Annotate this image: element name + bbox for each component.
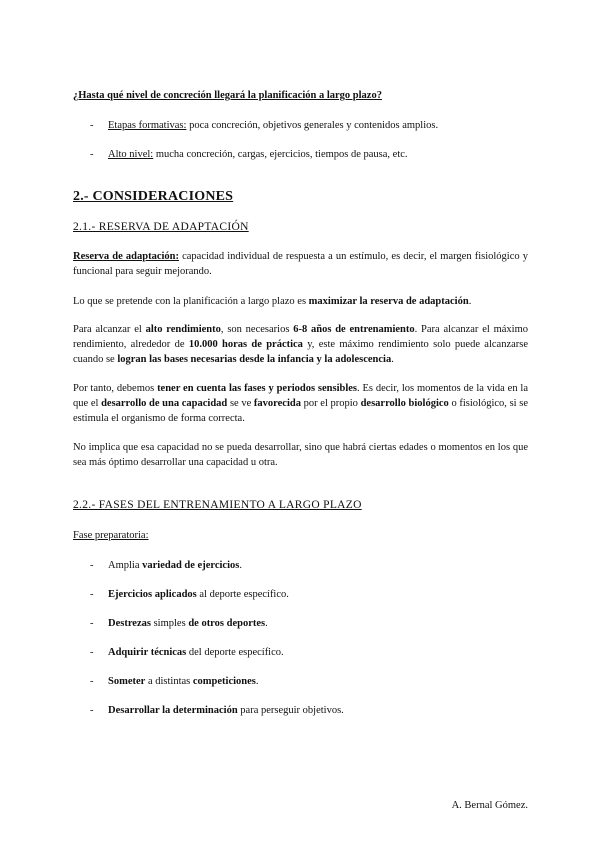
bold-run: Adquirir técnicas xyxy=(108,647,187,658)
bold-run: Ejercicios aplicados xyxy=(108,589,197,600)
list-dash: - xyxy=(90,647,94,658)
text-run: . xyxy=(468,296,472,307)
paragraph: No implica que esa capacidad no se pueda desarrollar, sino que habrá ciertas edades o momentos en los que sea más óptimo desarrollar una capacidad u otra. xyxy=(73,442,528,468)
text-run: al deporte específico. xyxy=(196,589,289,600)
list-dash: - xyxy=(90,589,94,600)
text-run: Por tanto, debemos xyxy=(73,383,158,394)
subsection-title: 2.2.- FASES DEL ENTRENAMIENTO A LARGO PLAZO xyxy=(73,499,362,511)
text-run: y, este máximo rendimiento solo puede alcanzarse cuando se xyxy=(73,339,529,365)
list-dash: - xyxy=(90,705,94,716)
list-dash: - xyxy=(90,618,94,629)
paragraph xyxy=(73,294,528,309)
text-run: Lo que se pretende con la planificación a largo plazo es xyxy=(73,296,309,307)
bold-run: 10.000 horas de práctica xyxy=(188,339,303,350)
paragraph xyxy=(73,322,528,367)
text-run: se ve xyxy=(227,398,254,409)
bold-run: Someter xyxy=(108,676,146,687)
bold-run: variedad de ejercicios xyxy=(142,560,240,571)
text-run: o fisiológico, si se estimula el organismo de forma correcta. xyxy=(73,398,528,424)
page-footer-author: A. Bernal Gómez. xyxy=(451,800,528,811)
list-item-label: Alto nivel: xyxy=(108,149,154,160)
bold-run: de otros deportes xyxy=(188,618,266,629)
text-run: Amplia xyxy=(108,560,143,571)
text-run: simples xyxy=(150,618,189,629)
list-item-text: mucha concreción, cargas, ejercicios, tiempos de pausa, etc. xyxy=(153,149,408,160)
paragraph xyxy=(73,249,528,279)
text-run: para perseguir objetivos. xyxy=(237,705,344,716)
list-item xyxy=(90,118,530,133)
list-item-label: Etapas formativas: xyxy=(108,120,187,131)
list-item xyxy=(90,674,530,689)
bold-run: desarrollo biológico xyxy=(360,398,449,409)
text-run: Para alcanzar el xyxy=(73,324,146,335)
bold-run: alto rendimiento xyxy=(145,324,221,335)
list-item xyxy=(90,645,530,660)
list-dash: - xyxy=(90,676,94,687)
bold-run: Destrezas xyxy=(108,618,151,629)
bold-run: logran las bases necesarias desde la infancia y la adolescencia xyxy=(117,354,392,365)
list-item xyxy=(90,703,530,718)
text-run: . xyxy=(391,354,394,365)
text-run: . Para alcanzar el máximo rendimiento, alrededor de xyxy=(73,324,528,350)
list-dash: - xyxy=(90,560,94,571)
bold-run: favorecida xyxy=(253,398,301,409)
text-run: . xyxy=(255,676,259,687)
list-item xyxy=(90,558,530,573)
list-item xyxy=(90,587,530,602)
phase-label: Fase preparatoria: xyxy=(73,530,149,541)
bold-run: maximizar la reserva de adaptación xyxy=(308,296,469,307)
text-run: . xyxy=(265,618,268,629)
list-dash: - xyxy=(90,149,94,160)
text-run: por el propio xyxy=(300,398,361,409)
list-item xyxy=(90,616,530,631)
subsection-title: 2.1.- RESERVA DE ADAPTACIÓN xyxy=(73,221,249,233)
bold-run: 6-8 años de entrenamiento xyxy=(293,324,415,335)
text-run: a distintas xyxy=(145,676,193,687)
list-item-text: poca concreción, objetivos generales y contenidos amplios. xyxy=(186,120,439,131)
text-run: capacidad individual de respuesta a un estímulo, es decir, el margen fisiológico y funcional para seguir mejorando. xyxy=(73,251,528,277)
bold-run: Desarrollar la determinación xyxy=(108,705,238,716)
bold-run: tener en cuenta las fases y periodos sensibles xyxy=(157,383,358,394)
bold-run: competiciones xyxy=(192,676,256,687)
text-run: . xyxy=(239,560,242,571)
list-dash: - xyxy=(90,120,94,131)
text-run: , son necesarios xyxy=(220,324,294,335)
term-label: Reserva de adaptación: xyxy=(73,251,179,262)
question-heading: ¿Hasta qué nivel de concreción llegará la planificación a largo plazo? xyxy=(73,90,382,101)
list-item xyxy=(90,147,530,162)
text-run: del deporte específico. xyxy=(186,647,284,658)
text-run: . Es decir, los momentos de la vida en la que el xyxy=(73,383,528,409)
paragraph xyxy=(73,381,528,426)
section-title: 2.- CONSIDERACIONES xyxy=(73,189,234,204)
bold-run: desarrollo de una capacidad xyxy=(101,398,228,409)
